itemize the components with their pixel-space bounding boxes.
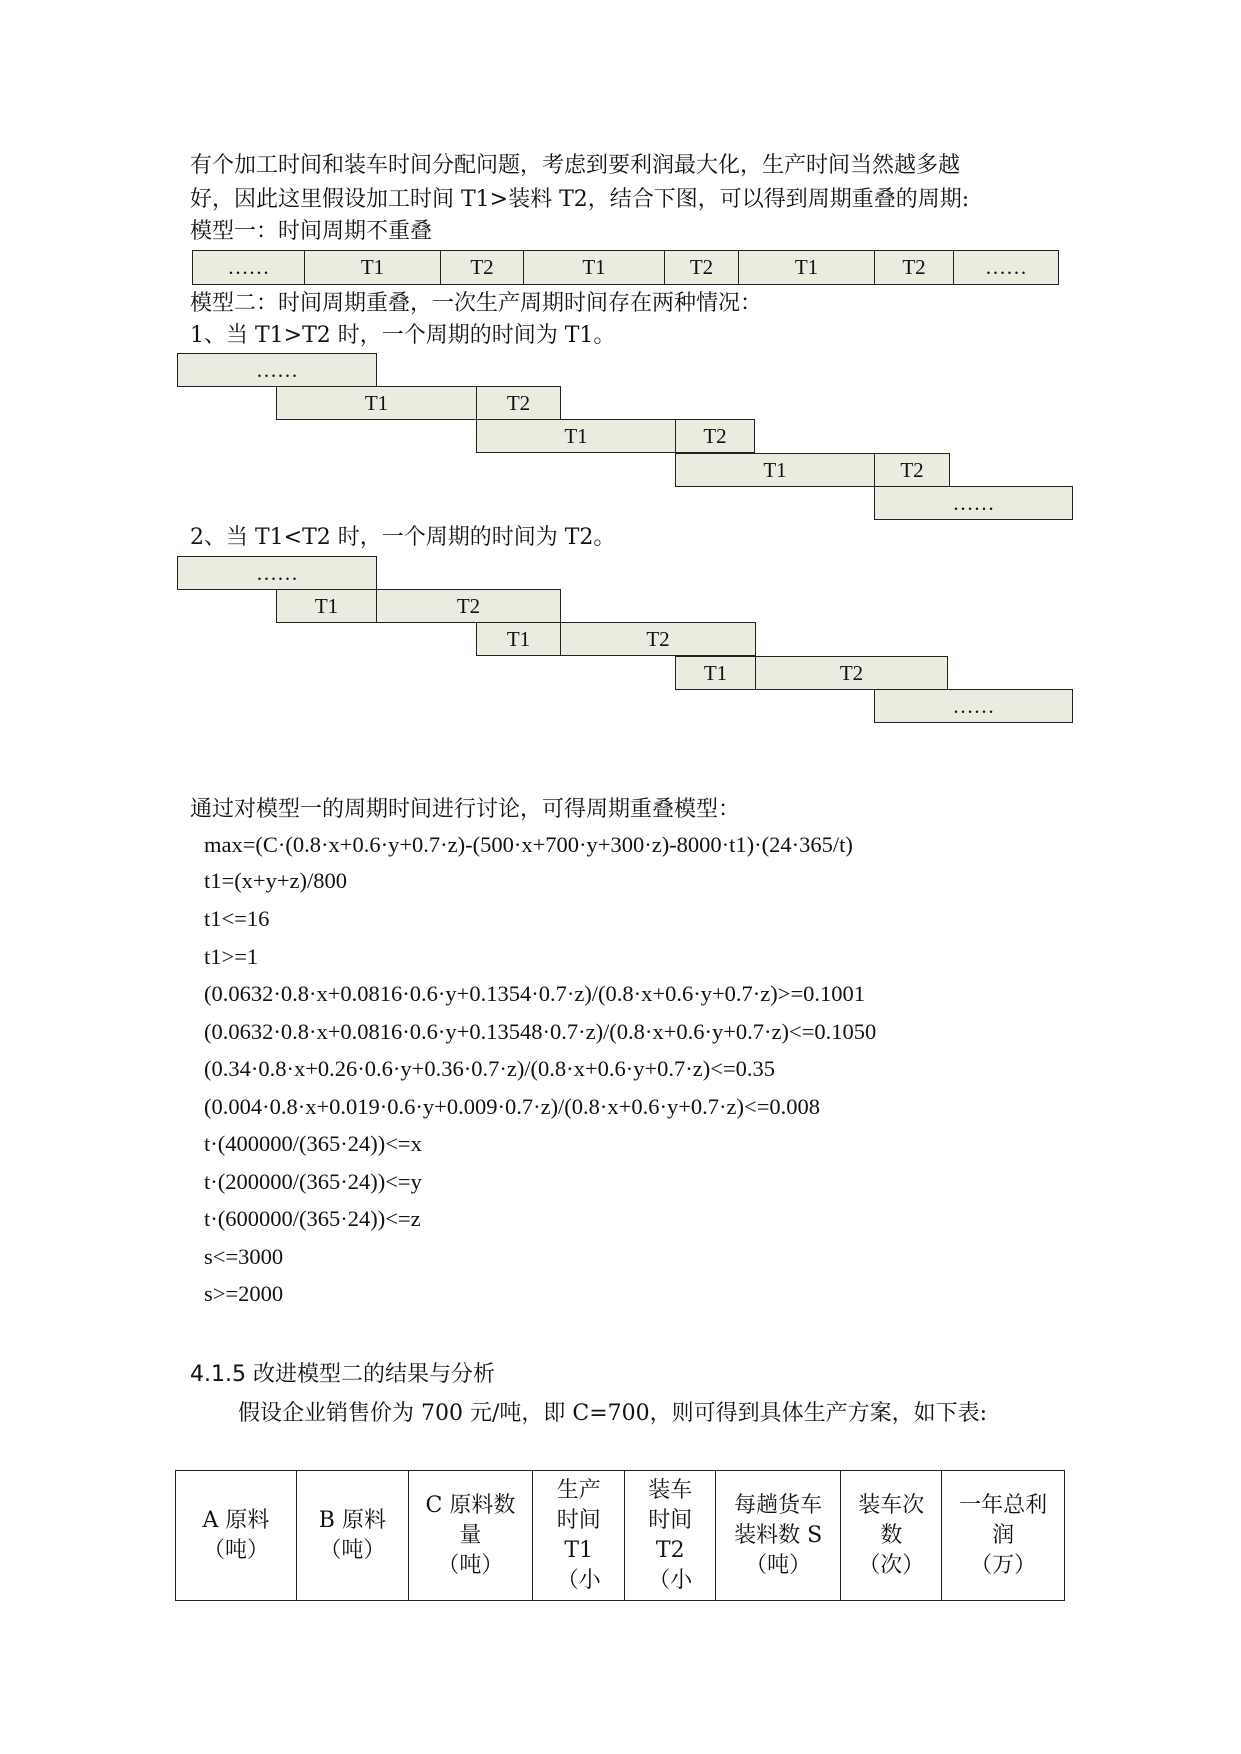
case2-cell: T2 [376, 589, 561, 623]
model1-cell: T1 [523, 250, 665, 285]
model1-cell: …… [953, 250, 1059, 285]
case1-cell: T2 [476, 386, 561, 420]
case1-cell: T2 [675, 419, 755, 453]
equation-line: s<=3000 [204, 1244, 284, 1269]
header-line: B 原料 [318, 1507, 386, 1533]
equation-line: (0.0632·0.8·x+0.0816·0.6·y+0.13548·0.7·z)/(0.8·x+0.6·y+0.7·z)<=0.1050 [204, 1019, 877, 1044]
case1-cell: T1 [675, 453, 875, 487]
header-line: 装料数 S [734, 1522, 823, 1548]
case2-cell: T1 [276, 589, 377, 623]
header-line: （吨） [319, 1537, 386, 1563]
header-line: A 原料 [202, 1507, 270, 1533]
model2-title: 模型二：时间周期重叠，一次生产周期时间存在两种情况： [190, 291, 763, 316]
header-line: 装车次 [858, 1492, 925, 1518]
discussion-text: 通过对模型一的周期时间进行讨论，可得周期重叠模型： [190, 797, 741, 822]
case1-title: 1、当 T1>T2 时，一个周期的时间为 T1。 [190, 323, 616, 348]
model1-cell: T1 [304, 250, 441, 285]
equation-line: t·(200000/(365·24))<=y [204, 1169, 422, 1194]
table-header-row [176, 1471, 1065, 1601]
equation-line: t1<=16 [204, 906, 270, 931]
table-header-cell [716, 1471, 841, 1601]
header-line: 时间 [648, 1507, 693, 1533]
header-line: 每趟货车 [734, 1492, 823, 1518]
header-line: （吨） [745, 1552, 812, 1578]
model1-cell: …… [192, 250, 305, 285]
model1-cell: T1 [738, 250, 875, 285]
case2-cell: T1 [476, 622, 561, 656]
case1-cell: …… [177, 353, 377, 387]
case2-cell: T2 [755, 656, 948, 690]
header-line: 装车 [648, 1477, 693, 1503]
case2-cell: …… [177, 556, 377, 590]
table-header-cell [296, 1471, 408, 1601]
equation-line: t·(600000/(365·24))<=z [204, 1206, 421, 1231]
case1-cell: T1 [476, 419, 676, 453]
model1-title: 模型一：时间周期不重叠 [190, 219, 433, 244]
case2-cell: T1 [675, 656, 756, 690]
header-line: 一年总利 [959, 1492, 1048, 1518]
table-header-cell [408, 1471, 532, 1601]
intro-line-1: 有个加工时间和装车时间分配问题，考虑到要利润最大化，生产时间当然越多越 [190, 153, 961, 178]
table-header-cell [841, 1471, 942, 1601]
section-text: 假设企业销售价为 700 元/吨，即 C=700，则可得到具体生产方案，如下表: [238, 1401, 988, 1426]
header-line: （小 [648, 1567, 693, 1593]
header-line: 润 [992, 1522, 1015, 1548]
case1-cell: T2 [874, 453, 950, 487]
header-line: （万） [970, 1552, 1037, 1578]
header-line: 量 [459, 1522, 482, 1548]
equation-line: s>=2000 [204, 1281, 284, 1306]
table-header-cell [942, 1471, 1065, 1601]
equation-line: (0.004·0.8·x+0.019·0.6·y+0.009·0.7·z)/(0.8·x+0.6·y+0.7·z)<=0.008 [204, 1094, 821, 1119]
header-line: （吨） [202, 1537, 269, 1563]
header-line: （小 [556, 1567, 601, 1593]
case1-cell: T1 [276, 386, 477, 420]
equation-line: (0.34·0.8·x+0.26·0.6·y+0.36·0.7·z)/(0.8·x+0.6·y+0.7·z)<=0.35 [204, 1056, 776, 1081]
equation-line: t1=(x+y+z)/800 [204, 868, 348, 893]
header-line: （吨） [437, 1552, 504, 1578]
table-header-cell [176, 1471, 297, 1601]
table-header-cell [533, 1471, 625, 1601]
equation-line: t·(400000/(365·24))<=x [204, 1131, 422, 1156]
results-table [175, 1470, 1065, 1601]
header-line: 数 [880, 1522, 903, 1548]
equation-line: (0.0632·0.8·x+0.0816·0.6·y+0.1354·0.7·z)/(0.8·x+0.6·y+0.7·z)>=0.1001 [204, 981, 866, 1006]
header-line: T1 [564, 1537, 594, 1563]
case2-cell: T2 [560, 622, 756, 656]
model1-cell: T2 [664, 250, 739, 285]
section-heading: 4.1.5 改进模型二的结果与分析 [190, 1362, 495, 1387]
table-header-cell [625, 1471, 716, 1601]
case2-title: 2、当 T1<T2 时，一个周期的时间为 T2。 [190, 525, 616, 550]
model1-cell: T2 [440, 250, 524, 285]
case2-cell: …… [874, 689, 1073, 723]
header-line: C 原料数 [425, 1492, 516, 1518]
case1-cell: …… [874, 486, 1073, 520]
header-line: （次） [858, 1552, 925, 1578]
model1-cell: T2 [874, 250, 954, 285]
header-line: 生产 [556, 1477, 601, 1503]
equation-line: t1>=1 [204, 944, 259, 969]
intro-line-2: 好，因此这里假设加工时间 T1>装料 T2，结合下图，可以得到周期重叠的周期: [190, 187, 970, 212]
header-line: 时间 [556, 1507, 601, 1533]
equation-line: max=(C·(0.8·x+0.6·y+0.7·z)-(500·x+700·y+300·z)-8000·t1)·(24·365/t) [204, 832, 853, 857]
header-line: T2 [655, 1537, 685, 1563]
